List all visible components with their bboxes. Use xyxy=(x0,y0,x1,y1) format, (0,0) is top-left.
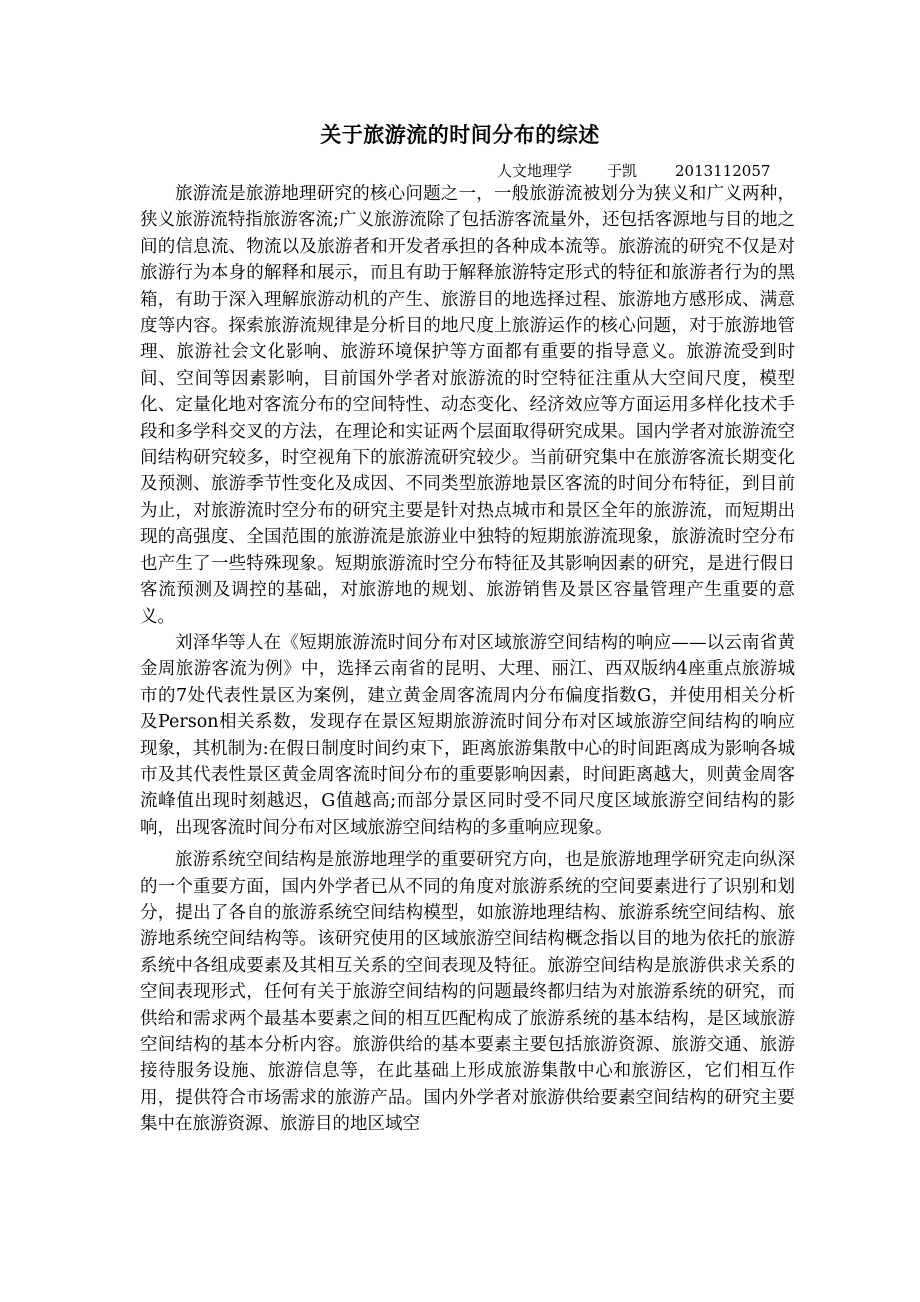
byline-major: 人文地理学 xyxy=(497,162,573,180)
document-title: 关于旅游流的时间分布的综述 xyxy=(320,122,600,147)
document-body xyxy=(140,181,795,1138)
author-byline xyxy=(497,160,770,182)
byline-author: 于凯 xyxy=(607,162,638,180)
byline-student-id: 2013112057 xyxy=(675,162,771,180)
paragraph-1: 旅游流是旅游地理研究的核心问题之一，一般旅游流被划分为狭义和广义两种，狭义旅游流特指旅游客流;广义旅游流除了包括游客流量外，还包括客源地与目的地之间的信息流、物流以及旅游者和开发者承担的各种成本流等。旅游流的研究不仅是对旅游行为本身的解释和展示，而且有助于解释旅游特定形式的特征和旅游者行为的黑箱，有助于深入理解旅游动机的产生、旅游目的地选择过程、旅游地方感形成、满意度等内容。探索旅游流规律是分析目的地尺度上旅游运作的核心问题，对于旅游地管理、旅游社会文化影响、旅游环境保护等方面都有重要的指导意义。旅游流受到时间、空间等因素影响，目前国外学者对旅游流的时空特征注重从大空间尺度，模型化、定量化地对客流分布的空间特性、动态变化、经济效应等方面运用多样化技术手段和多学科交叉的方法，在理论和实证两个层面取得研究成果。国内学者对旅游流空间结构研究较多，时空视角下的旅游流研究较少。当前研究集中在旅游客流长期变化及预测、旅游季节性变化及成因、不同类型旅游地景区客流的时间分布特征，到目前为止，对旅游流时空分布的研究主要是针对热点城市和景区全年的旅游流，而短期出现的高强度、全国范围的旅游流是旅游业中独特的短期旅游流现象，旅游流时空分布也产生了一些特殊现象。短期旅游流时空分布特征及其影响因素的研究，是进行假日客流预测及调控的基础，对旅游地的规划、旅游销售及景区容量管理产生重要的意义。 xyxy=(140,184,795,627)
paragraph-2: 刘泽华等人在《短期旅游流时间分布对区域旅游空间结构的响应——以云南省黄金周旅游客流为例》中，选择云南省的昆明、大理、丽江、西双版纳4座重点旅游城市的7处代表性景区为案例，建立黄金周客流周内分布偏度指数G，并使用相关分析及Person相关系数，发现存在景区短期旅游流时间分布对区域旅游空间结构的响应现象，其机制为:在假日制度时间约束下，距离旅游集散中心的时间距离成为影响各城市及其代表性景区黄金周客流时间分布的重要影响因素，时间距离越大，则黄金周客流峰值出现时刻越迟，G值越高;而部分景区同时受不同尺度区域旅游空间结构的影响，出现客流时间分布对区域旅游空间结构的多重响应现象。 xyxy=(140,632,795,838)
paragraph-3: 旅游系统空间结构是旅游地理学的重要研究方向，也是旅游地理学研究走向纵深的一个重要方面，国内外学者已从不同的角度对旅游系统的空间要素进行了识别和划分，提出了各自的旅游系统空间结构模型，如旅游地理结构、旅游系统空间结构、旅游地系统空间结构等。该研究使用的区域旅游空间结构概念指以目的地为依托的旅游系统中各组成要素及其相互关系的空间表现及特征。旅游空间结构是旅游供求关系的空间表现形式，任何有关于旅游空间结构的问题最终都归结为对旅游系统的研究，而供给和需求两个最基本要素之间的相互匹配构成了旅游系统的基本结构，是区域旅游空间结构的基本分析内容。旅游供给的基本要素主要包括旅游资源、旅游交通、旅游接待服务设施、旅游信息等，在此基础上形成旅游集散中心和旅游区，它们相互作用，提供符合市场需求的旅游产品。国内外学者对旅游供给要素空间结构的研究主要集中在旅游资源、旅游目的地区域空 xyxy=(140,850,795,1135)
